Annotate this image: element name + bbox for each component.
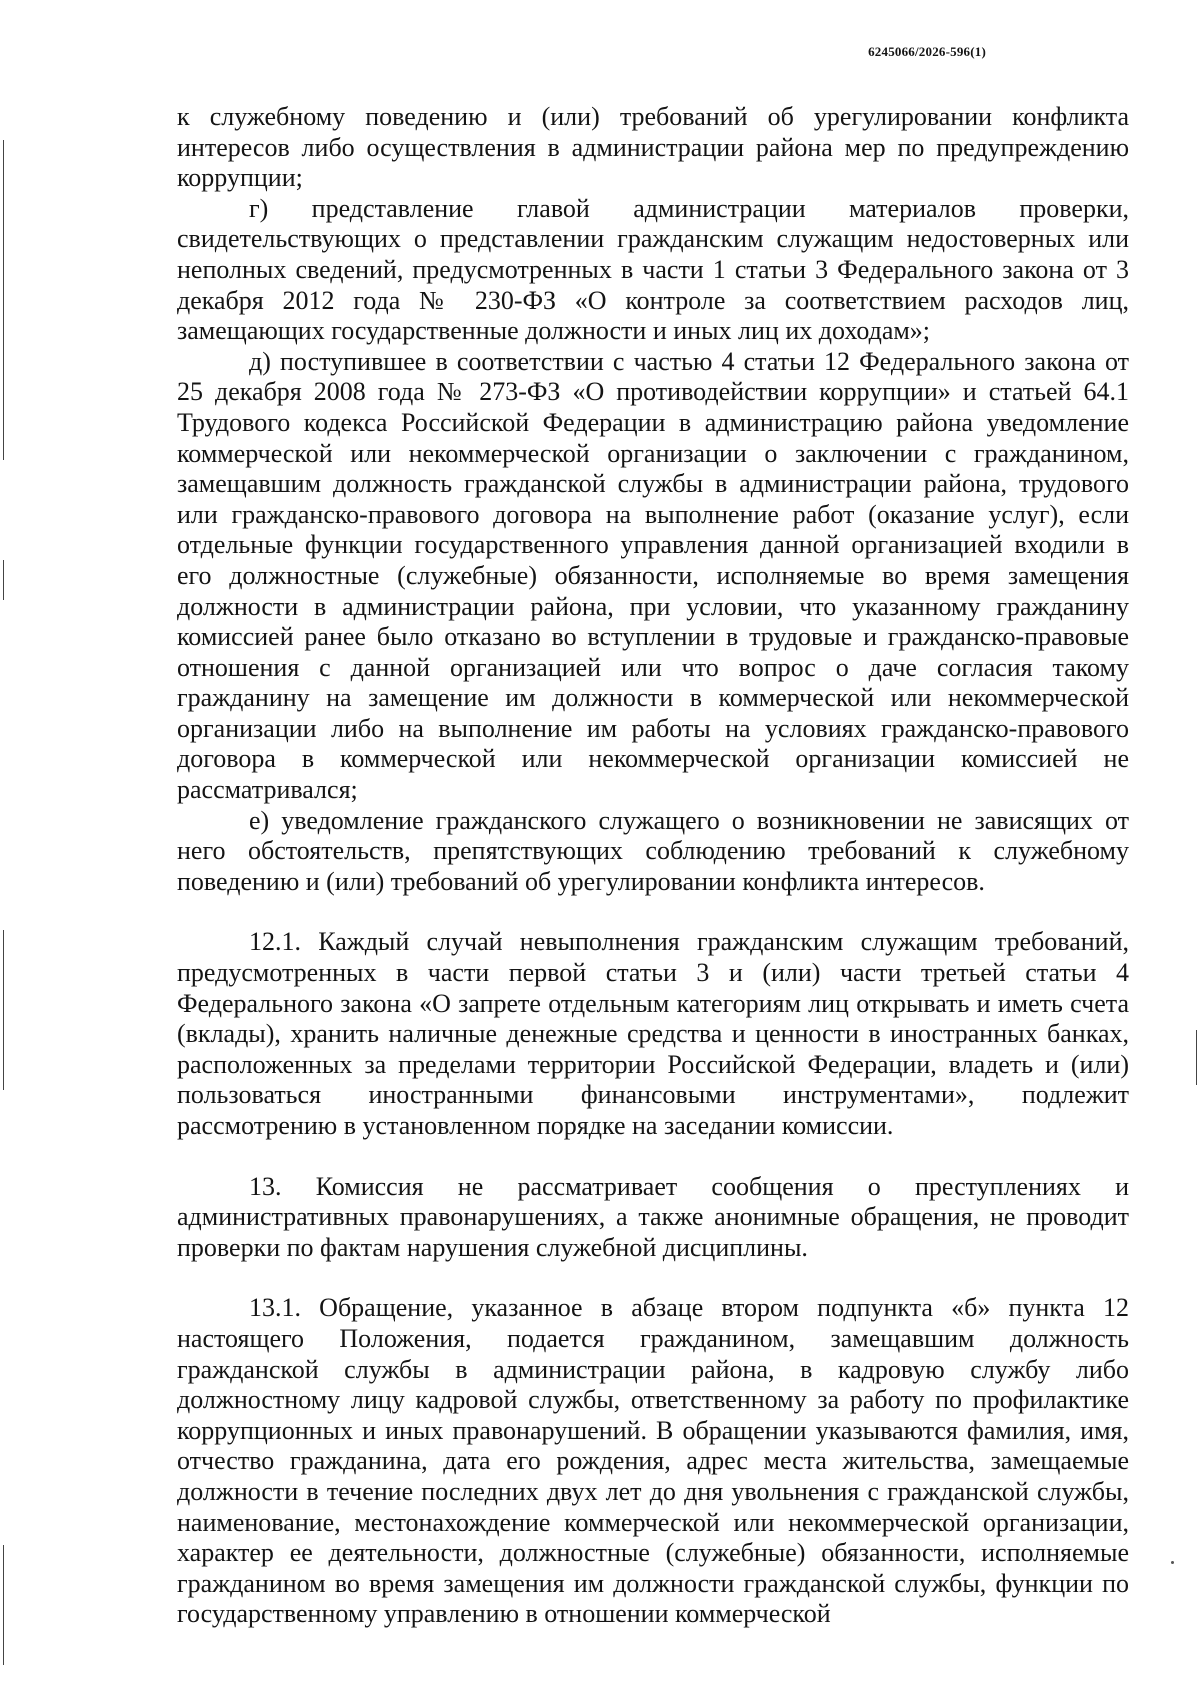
document-number: 6245066/2026-596(1) [868,44,986,59]
scan-edge-mark [3,560,4,600]
paragraph-12-1: 12.1. Каждый случай невыполнения гражданским служащим требований, предусмотренных в части первой статьи 3 и (или) части третьей статьи 4 Федерального закона «О запрете отдельным категориям лиц открывать и иметь счета (вклады), хранить наличные денежные средства и ценности в иностранных банках, расположенных за пределами территории Российской Федерации, владеть и (или) пользоваться иностранными финансовыми инструментами», подлежит рассмотрению в установленном порядке на заседании комиссии. [177,927,1129,1140]
scan-edge-mark [3,930,4,1090]
scan-edge-mark [3,140,4,460]
scan-dot [1171,1561,1174,1564]
document-body [177,102,1129,1630]
scan-edge-mark [1196,1030,1197,1085]
paragraph-d: д) поступившее в соответствии с частью 4 статьи 12 Федерального закона от 25 декабря 2008 года № 273-ФЗ «О противодействии коррупции» и статьей 64.1 Трудового кодекса Российской Федерации в администрацию района уведомление коммерческой или некоммерческой организации о заключении с гражданином, замещавшим должность гражданской службы в администрации района, трудового или гражданско-правового договора на выполнение работ (оказание услуг), если отдельные функции государственного управления данной организацией входили в его должностные (служебные) обязанности, исполняемые во время замещения должности в администрации района, при условии, что указанному гражданину комиссией ранее было отказано во вступлении в трудовые и гражданско-правовые отношения с данной организацией или что вопрос о даче согласия такому гражданину на замещение им должности в коммерческой или некоммерческой организации либо на выполнение им работы на условиях гражданско-правового договора в коммерческой или некоммерческой организации комиссией не рассматривался; [177,346,1129,805]
paragraph-g: г) представление главой администрации материалов проверки, свидетельствующих о представлении гражданским служащим недостоверных или неполных сведений, предусмотренных в части 1 статьи 3 Федерального закона от 3 декабря 2012 года № 230-ФЗ «О контроле за соответствием расходов лиц, замещающих государственные должности и иных лиц их доходам»; [177,193,1129,346]
scan-edge-mark [3,1545,4,1665]
paragraph-continuation: к служебному поведению и (или) требований об урегулировании конфликта интересов либо осуществления в администрации района мер по предупреждению коррупции; [177,102,1129,193]
paragraph-e: е) уведомление гражданского служащего о возникновении не зависящих от него обстоятельств, препятствующих соблюдению требований к служебному поведению и (или) требований об урегулировании конфликта интересов. [177,805,1129,896]
paragraph-13: 13. Комиссия не рассматривает сообщения о преступлениях и административных правонарушениях, а также анонимные обращения, не проводит проверки по фактам нарушения служебной дисциплины. [177,1171,1129,1262]
paragraph-13-1: 13.1. Обращение, указанное в абзаце втором подпункта «б» пункта 12 настоящего Положения, подается гражданином, замещавшим должность гражданской службы в администрации района, в кадровую службу либо должностному лицу кадровой службы, ответственному за работу по профилактике коррупционных и иных правонарушений. В обращении указываются фамилия, имя, отчество гражданина, дата его рождения, адрес места жительства, замещаемые должности в течение последних двух лет до дня увольнения с гражданской службы, наименование, местонахождение коммерческой или некоммерческой организации, характер ее деятельности, должностные (служебные) обязанности, исполняемые гражданином во время замещения им должности гражданской службы, функции по государственному управлению в отношении коммерческой [177,1293,1129,1629]
